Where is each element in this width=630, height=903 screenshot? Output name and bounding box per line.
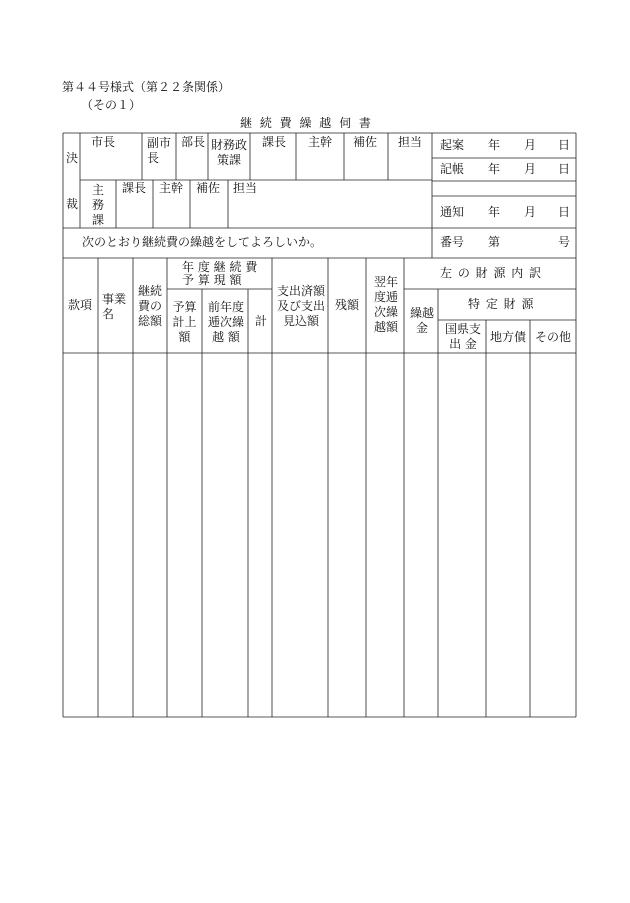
col-remaining: 残額	[335, 298, 360, 312]
main-section-label: 主務課	[91, 183, 104, 227]
record-year: 年	[488, 162, 501, 176]
draft-label: 起案	[440, 138, 465, 152]
col-carry-money: 繰越金	[409, 306, 434, 335]
draft-year: 年	[488, 138, 501, 152]
col-budget-current: 予 算 現 額	[182, 273, 242, 287]
col-project: 事業名	[102, 292, 127, 321]
vice-mayor-label: 副市長	[147, 136, 172, 165]
section-chief-label: 課長	[262, 135, 287, 149]
kessai-label-top: 決	[66, 151, 79, 165]
staff-label: 担当	[398, 135, 423, 149]
col-local-bond: 地方債	[490, 330, 527, 344]
draft-day: 日	[558, 138, 571, 152]
col-fund-breakdown: 左 の 財 源 内 訳	[440, 266, 543, 280]
col-sum: 計	[255, 314, 268, 328]
col-specific-fund: 特 定 財 源	[468, 297, 535, 311]
assistant2-label: 補佐	[196, 181, 221, 195]
form-part: （その１）	[81, 98, 142, 112]
notice-day: 日	[558, 205, 571, 219]
policy-finance-label: 財務政策課	[211, 138, 248, 167]
staff2-label: 担当	[233, 181, 258, 195]
request-text: 次のとおり継続費の繰越をしてよろしいか。	[82, 235, 323, 249]
document-title: 継 続 費 繰 越 伺 書	[240, 116, 373, 130]
director-label: 部長	[181, 135, 206, 149]
number-label: 番号	[440, 235, 465, 249]
col-prev-carry: 前年度逓次繰越 額	[207, 300, 244, 344]
kessai-label-bottom: 裁	[66, 197, 79, 211]
chief-officer2-label: 主幹	[159, 181, 184, 195]
record-day: 日	[558, 162, 571, 176]
form-number: 第４４号様式（第２２条関係）	[62, 80, 231, 94]
mayor-label: 市長	[91, 135, 116, 149]
col-other: その他	[535, 330, 572, 344]
number-dai: 第	[488, 235, 501, 249]
record-label: 記帳	[440, 162, 465, 176]
col-year-budget: 年 度 継 続 費	[182, 260, 258, 274]
col-subsidy: 国県支出 金	[444, 322, 481, 351]
number-go: 号	[558, 235, 571, 249]
col-next-carry: 翌年度逓次繰越額	[373, 275, 398, 334]
chief-officer-label: 主幹	[308, 135, 333, 149]
record-month: 月	[524, 162, 537, 176]
notice-year: 年	[488, 205, 501, 219]
col-total: 継続費の総額	[137, 284, 162, 328]
draft-month: 月	[524, 138, 537, 152]
assistant-label: 補佐	[353, 135, 378, 149]
section-chief2-label: 課長	[122, 181, 147, 195]
col-budget-amount: 予算計上額	[172, 300, 197, 344]
notice-label: 通知	[440, 205, 465, 219]
col-item: 款項	[68, 298, 93, 312]
notice-month: 月	[524, 205, 537, 219]
col-expenditure: 支出済額及び支出見込額	[276, 284, 325, 328]
